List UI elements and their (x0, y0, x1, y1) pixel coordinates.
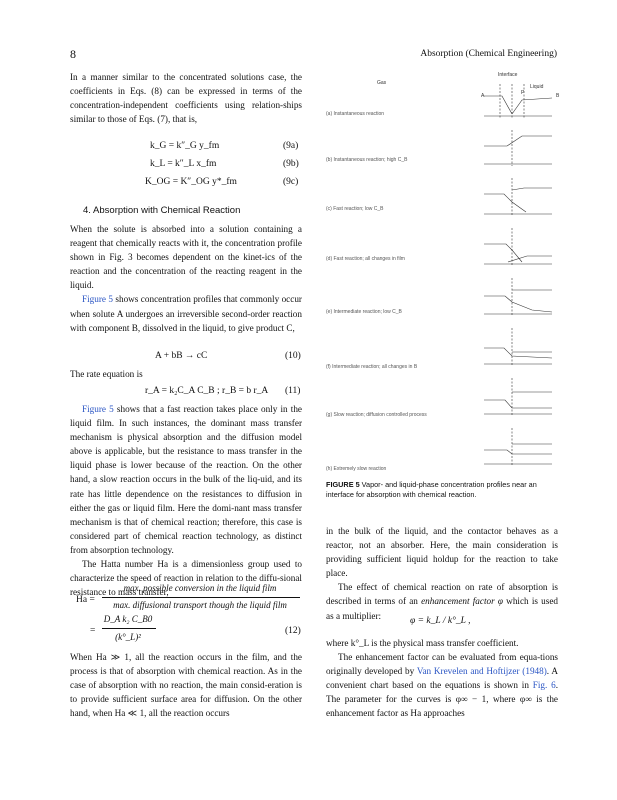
page-number: 8 (70, 47, 76, 61)
figure-label-gas: Gas (377, 80, 387, 86)
figure-caption: FIGURE 5 Vapor- and liquid-phase concentration profiles near an interface for absorption with chemical reaction. (326, 480, 537, 499)
figure-label-a: A (481, 93, 485, 99)
hatta-equals: = (90, 626, 96, 636)
hatta-denominator: max. diffusional transport though the liquid film (113, 600, 287, 610)
hatta-denominator-2: (k°_L)² (115, 632, 141, 642)
equation-9c-number: (9c) (283, 177, 299, 187)
left-paragraph-2: When the solute is absorbed into a solution containing a reagent that chemically reacts with it, the concentration profile shown in Fig. 3 becomes dependent on the kinet-ics of the reaction and the concentration of the reacting reagent in the liquid. Figure 5 shows concentration profiles that commonly occur when solute A undergoes an irreversible second-order reaction with component B, dissolved in the liquid, to give product C, (70, 224, 302, 333)
equation-11: r_A = k₂C_A C_B ; r_B = b r_A (145, 386, 269, 396)
panel-label-g: (g) Slow reaction; diffusion controlled process (326, 412, 427, 418)
equation-9b: k_L = k″_L x_fm (150, 159, 217, 169)
figure-6-link[interactable]: Fig. 6 (532, 680, 556, 691)
hatta-numerator: max. possible conversion in the liquid film (123, 583, 277, 593)
figure-5-link[interactable]: Figure 5 (82, 294, 113, 305)
panel-label-d: (d) Fast reaction; all changes in film (326, 256, 405, 262)
enhancement-equation: φ = k_L / k°_L , (410, 616, 471, 626)
equation-12-number: (12) (285, 626, 301, 636)
equation-10: A + bB → cC (155, 351, 208, 361)
right-paragraph-2: where k°_L is the physical mass transfer coefficient. The enhancement factor can be evaluated from equa-tions originally developed by Van Krevelen and Hoftijzer (1948). A convenient chart based on the equations is shown in Fig. 6. The parameter for the curves is φ∞ − 1, where φ∞ is the enhancement factor as Ha approaches (326, 638, 558, 719)
left-paragraph-4: Figure 5 shows that a fast reaction takes place only in the liquid film. In such instances, the dominant mass transfer mechanism is physical absorption and the diffusion model above is applicable, but the resistance to mass transfer in the liquid phase is lower because of the reaction. On the other hand, a slow reaction occurs in the bulk of the liq-uid, and its rate has little dependence on the resistances to diffusion in either the gas or liquid film. Here the domi-nant mass transfer mechanism is that of chemical reaction; therefore, this case is considered part of chemical reaction technology, as distinct from absorption technology. The Hatta number Ha is a dimensionless group used to characterize the speed of reaction in relation to the diffu-sional resistance to mass transfer, (70, 404, 302, 598)
panel-label-h: (h) Extremely slow reaction (326, 466, 387, 472)
van-krevelen-link[interactable]: Van Krevelen and Hoftijzer (1948) (416, 666, 547, 677)
figure-label-p: P (521, 90, 525, 96)
panel-label-c: (c) Fast reaction; low C_B (326, 206, 384, 212)
equation-9a: k_G = k″_G y_fm (150, 141, 220, 151)
hatta-fraction-line-2 (102, 628, 156, 629)
panel-label-f: (f) Intermediate reaction; all changes in B (326, 364, 418, 370)
left-paragraph-6: When Ha ≫ 1, all the reaction occurs in the film, and the process is that of absorption with chemical reaction. As in the case of absorption with no reaction, the main consid-eration is to provide sufficient surface area for diffusion. On the other hand, when Ha ≪ 1, all the reaction occurs (70, 652, 302, 719)
panel-label-b: (b) Instantaneous reaction; high C_B (326, 157, 408, 163)
equation-9b-number: (9b) (283, 159, 299, 169)
left-paragraph-1: In a manner similar to the concentrated solutions case, the coefficients in Eqs. (8) can be expressed in terms of the concentration-independent coefficients using relation-ships similar to those of Eqs. (7), that is, (70, 72, 302, 125)
rate-text: The rate equation is (70, 369, 143, 379)
hatta-fraction-line (102, 597, 300, 598)
equation-10-number: (10) (285, 351, 301, 361)
equation-11-number: (11) (285, 386, 301, 396)
figure-label-b: B (556, 93, 560, 99)
panel-label-e: (e) Intermediate reaction; low C_B (326, 309, 402, 315)
figure-label-interface: Interface (498, 72, 518, 78)
section-heading: 4. Absorption with Chemical Reaction (83, 205, 241, 216)
panel-label-a: (a) Instantaneous reaction (326, 111, 385, 117)
running-title: Absorption (Chemical Engineering) (420, 49, 557, 59)
figure-label-liquid: Liquid (530, 84, 544, 90)
right-paragraph-1: in the bulk of the liquid, and the contactor behaves as a reactor, not an absorber. Here, the main consideration is providing sufficient liquid holdup for the reaction to take place. The effect of chemical reaction on rate of absorption is described in terms of an enhancement factor φ which is used as a multiplier: (326, 526, 559, 621)
hatta-numerator-2: D_A k₂ C_B0 (103, 614, 153, 624)
hatta-lhs: Ha = (76, 595, 95, 605)
figure-5-link-2[interactable]: Figure 5 (82, 404, 114, 414)
equation-9a-number: (9a) (283, 141, 299, 151)
equation-9c: K_OG = K″_OG y*_fm (145, 177, 237, 187)
